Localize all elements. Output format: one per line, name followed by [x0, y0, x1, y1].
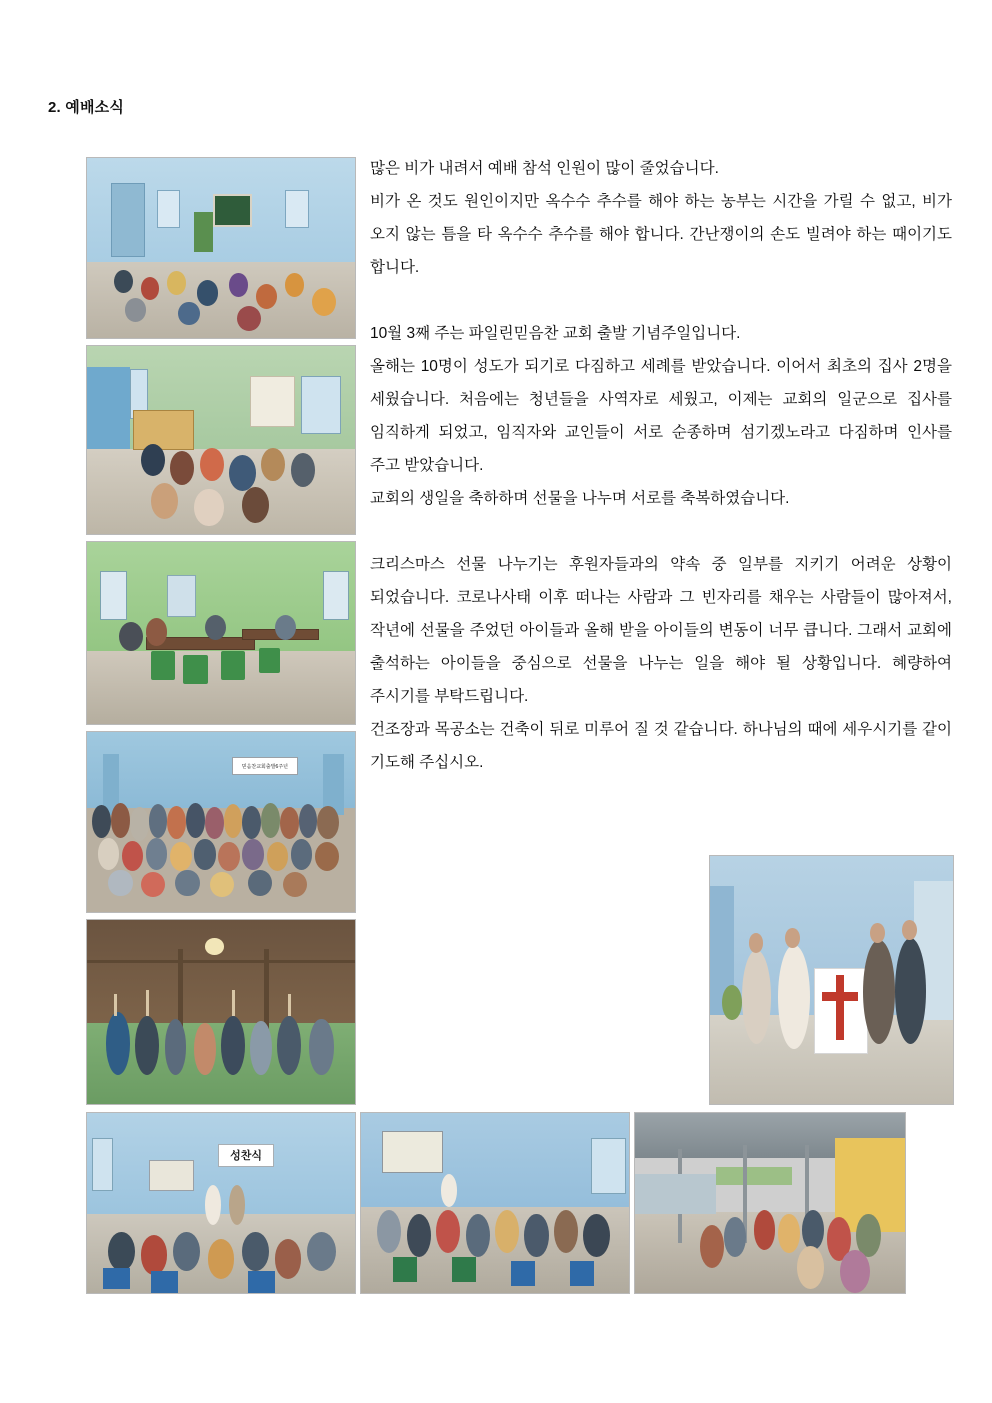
photo-group-anniversary	[86, 731, 356, 913]
paragraph-spacer	[370, 515, 952, 548]
photo-green-room-desks	[86, 541, 356, 725]
article-body	[370, 152, 952, 779]
paragraph: 건조장과 목공소는 건축이 뒤로 미루어 질 것 같습니다. 하나님의 때에 세우시기를 같이 기도해 주십시오.	[370, 721, 952, 771]
photo-communion-service	[86, 1112, 356, 1294]
photo-church-hall-children	[86, 157, 356, 339]
banner-text: 믿음찬교회출발6주년	[232, 757, 298, 775]
paragraph: 크리스마스 선물 나누기는 후원자들과의 약속 중 일부를 지키기 어려운 상황이 되었습니다. 코로나사태 이후 떠나는 사람과 그 빈자리를 채우는 사람들이 많아져서, 작년에 선물을 주었던 아이들과 올해 받을 아이들의 변동이 너무 큽니다. 그래서 교회에 출석하는 아이들을 중심으로 선물을 나누는 일을 해야 될 상황입니다. 혜량하여 주시기를 부탁드립니다.	[370, 556, 952, 705]
paragraph: 비가 온 것도 원인이지만 옥수수 추수를 해야 하는 농부는 시간을 가릴 수 없고, 비가 오지 않는 틈을 타 옥수수 추수를 해야 합니다. 간난쟁이의 손도 빌려야 하는 때이기도 합니다.	[370, 193, 952, 276]
paragraph-spacer	[370, 284, 952, 317]
photo-wooden-hall-praise	[86, 919, 356, 1105]
photo-ordination-cross	[709, 855, 954, 1105]
photo-seated-congregation	[360, 1112, 630, 1294]
page-title: 2. 예배소식	[48, 99, 125, 116]
sign-text: 성찬식	[218, 1144, 274, 1168]
paragraph: 10월 3째 주는 파일린믿음찬 교회 출발 기념주일입니다.	[370, 325, 741, 342]
paragraph: 올해는 10명이 성도가 되기로 다짐하고 세례를 받았습니다. 이어서 최초의 집사 2명을 세웠습니다. 처음에는 청년들을 사역자로 세웠고, 이제는 교회의 일군으로 집사를 임직하게 되었고, 임직자와 교인들이 서로 순종하며 섬기겠노라고 다짐하며 인사를 주고 받았습니다.	[370, 358, 952, 474]
paragraph: 교회의 생일을 축하하며 선물을 나누며 서로를 축복하였습니다.	[370, 490, 790, 507]
photo-outdoor-shelter-gathering	[634, 1112, 906, 1294]
paragraph: 많은 비가 내려서 예배 참석 인원이 많이 줄었습니다.	[370, 160, 719, 177]
photo-kids-circle-green-room	[86, 345, 356, 535]
